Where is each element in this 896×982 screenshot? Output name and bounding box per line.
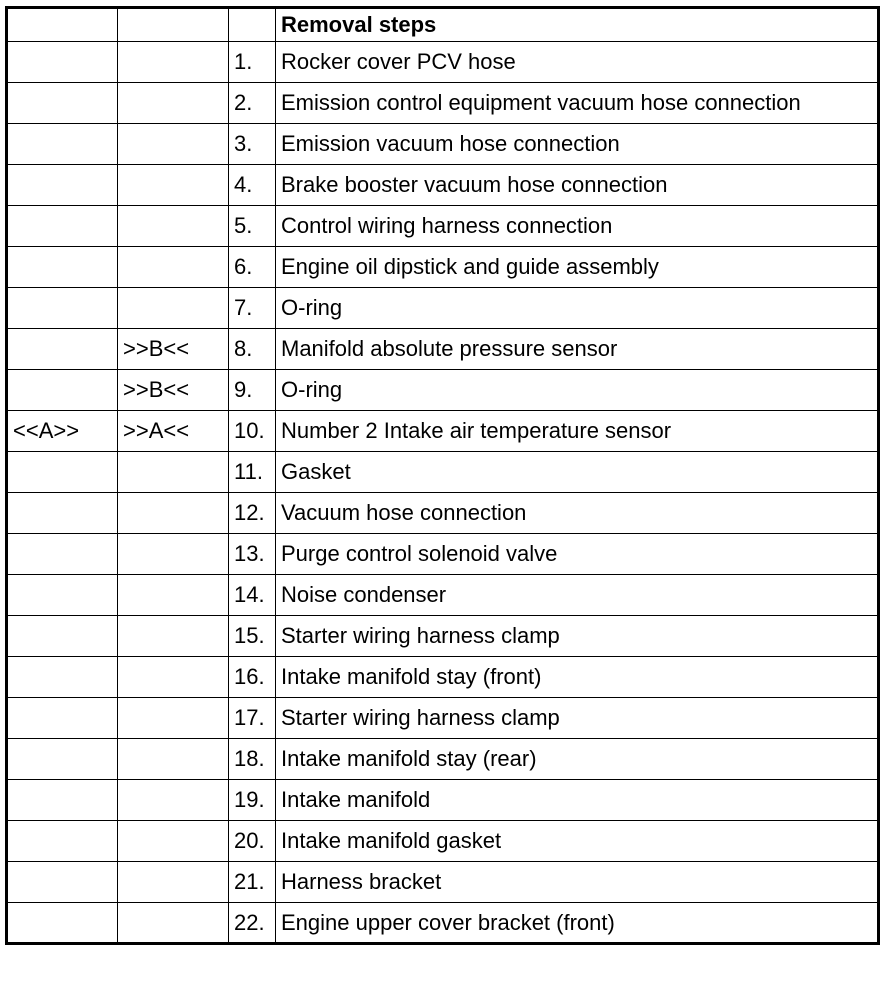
installation-note-cell: [7, 903, 118, 944]
table-row: [7, 288, 879, 329]
removal-note-cell: >>B<<: [118, 370, 229, 411]
installation-note-cell: [7, 657, 118, 698]
step-number-cell: 14.: [229, 575, 276, 616]
table-row: [7, 124, 879, 165]
step-number-cell: 7.: [229, 288, 276, 329]
step-number-cell: 20.: [229, 821, 276, 862]
removal-note-cell: [118, 165, 229, 206]
table-row: [7, 698, 879, 739]
removal-note-cell: [118, 124, 229, 165]
step-number-cell: 5.: [229, 206, 276, 247]
table-row: [7, 370, 879, 411]
removal-note-cell: [118, 657, 229, 698]
step-number-cell: 1.: [229, 42, 276, 83]
table-row: [7, 83, 879, 124]
step-description-cell: Starter wiring harness clamp: [276, 698, 879, 739]
installation-note-cell: [7, 739, 118, 780]
step-description-cell: Manifold absolute pressure sensor: [276, 329, 879, 370]
installation-note-cell: [7, 698, 118, 739]
table-row: [7, 616, 879, 657]
removal-steps-table-body: [7, 8, 879, 944]
removal-note-cell: [118, 493, 229, 534]
table-row: [7, 329, 879, 370]
installation-note-cell: [7, 616, 118, 657]
removal-note-cell: [118, 247, 229, 288]
step-number-cell: 15.: [229, 616, 276, 657]
step-description-cell: Intake manifold: [276, 780, 879, 821]
step-number-cell: 22.: [229, 903, 276, 944]
table-row: [7, 780, 879, 821]
installation-note-cell: [7, 247, 118, 288]
step-description-cell: Starter wiring harness clamp: [276, 616, 879, 657]
table-row: [7, 247, 879, 288]
step-description-cell: Vacuum hose connection: [276, 493, 879, 534]
step-description-cell: Engine oil dipstick and guide assembly: [276, 247, 879, 288]
table-row: [7, 165, 879, 206]
table-row: [7, 42, 879, 83]
header-installation-note-cell: [7, 8, 118, 42]
installation-note-cell: [7, 288, 118, 329]
step-number-cell: 16.: [229, 657, 276, 698]
header-number-cell: [229, 8, 276, 42]
header-removal-note-cell: [118, 8, 229, 42]
step-number-cell: 17.: [229, 698, 276, 739]
installation-note-cell: [7, 862, 118, 903]
step-number-cell: 2.: [229, 83, 276, 124]
removal-note-cell: >>A<<: [118, 411, 229, 452]
removal-steps-heading: Removal steps: [276, 8, 879, 42]
step-description-cell: Noise condenser: [276, 575, 879, 616]
step-description-cell: Intake manifold stay (rear): [276, 739, 879, 780]
step-description-cell: O-ring: [276, 370, 879, 411]
table-row: [7, 452, 879, 493]
table-header-row: [7, 8, 879, 42]
installation-note-cell: [7, 370, 118, 411]
step-description-cell: Control wiring harness connection: [276, 206, 879, 247]
step-number-cell: 13.: [229, 534, 276, 575]
installation-note-cell: [7, 206, 118, 247]
step-number-cell: 6.: [229, 247, 276, 288]
removal-note-cell: [118, 206, 229, 247]
removal-note-cell: [118, 821, 229, 862]
step-description-cell: Number 2 Intake air temperature sensor: [276, 411, 879, 452]
step-description-cell: Gasket: [276, 452, 879, 493]
removal-note-cell: [118, 575, 229, 616]
removal-note-cell: [118, 534, 229, 575]
removal-steps-table: [5, 6, 880, 945]
removal-note-cell: >>B<<: [118, 329, 229, 370]
installation-note-cell: [7, 780, 118, 821]
table-row: [7, 493, 879, 534]
step-description-cell: Rocker cover PCV hose: [276, 42, 879, 83]
step-description-cell: Emission vacuum hose connection: [276, 124, 879, 165]
installation-note-cell: [7, 329, 118, 370]
installation-note-cell: [7, 821, 118, 862]
table-row: [7, 657, 879, 698]
table-row: [7, 206, 879, 247]
installation-note-cell: <<A>>: [7, 411, 118, 452]
installation-note-cell: [7, 575, 118, 616]
installation-note-cell: [7, 452, 118, 493]
step-description-cell: Emission control equipment vacuum hose connection: [276, 83, 879, 124]
table-row: [7, 411, 879, 452]
table-row: [7, 862, 879, 903]
step-description-cell: Brake booster vacuum hose connection: [276, 165, 879, 206]
step-description-cell: O-ring: [276, 288, 879, 329]
step-description-cell: Engine upper cover bracket (front): [276, 903, 879, 944]
removal-note-cell: [118, 42, 229, 83]
installation-note-cell: [7, 534, 118, 575]
table-row: [7, 739, 879, 780]
table-row: [7, 821, 879, 862]
installation-note-cell: [7, 124, 118, 165]
removal-note-cell: [118, 616, 229, 657]
step-description-cell: Intake manifold stay (front): [276, 657, 879, 698]
installation-note-cell: [7, 83, 118, 124]
table-row: [7, 903, 879, 944]
installation-note-cell: [7, 165, 118, 206]
step-number-cell: 4.: [229, 165, 276, 206]
removal-note-cell: [118, 739, 229, 780]
removal-note-cell: [118, 288, 229, 329]
removal-note-cell: [118, 698, 229, 739]
step-number-cell: 18.: [229, 739, 276, 780]
step-number-cell: 10.: [229, 411, 276, 452]
step-description-cell: Harness bracket: [276, 862, 879, 903]
removal-note-cell: [118, 83, 229, 124]
removal-note-cell: [118, 452, 229, 493]
table-row: [7, 575, 879, 616]
step-number-cell: 9.: [229, 370, 276, 411]
step-number-cell: 8.: [229, 329, 276, 370]
installation-note-cell: [7, 493, 118, 534]
removal-note-cell: [118, 862, 229, 903]
step-number-cell: 11.: [229, 452, 276, 493]
step-description-cell: Intake manifold gasket: [276, 821, 879, 862]
removal-note-cell: [118, 903, 229, 944]
step-number-cell: 12.: [229, 493, 276, 534]
step-number-cell: 19.: [229, 780, 276, 821]
table-row: [7, 534, 879, 575]
removal-note-cell: [118, 780, 229, 821]
step-description-cell: Purge control solenoid valve: [276, 534, 879, 575]
step-number-cell: 3.: [229, 124, 276, 165]
step-number-cell: 21.: [229, 862, 276, 903]
installation-note-cell: [7, 42, 118, 83]
